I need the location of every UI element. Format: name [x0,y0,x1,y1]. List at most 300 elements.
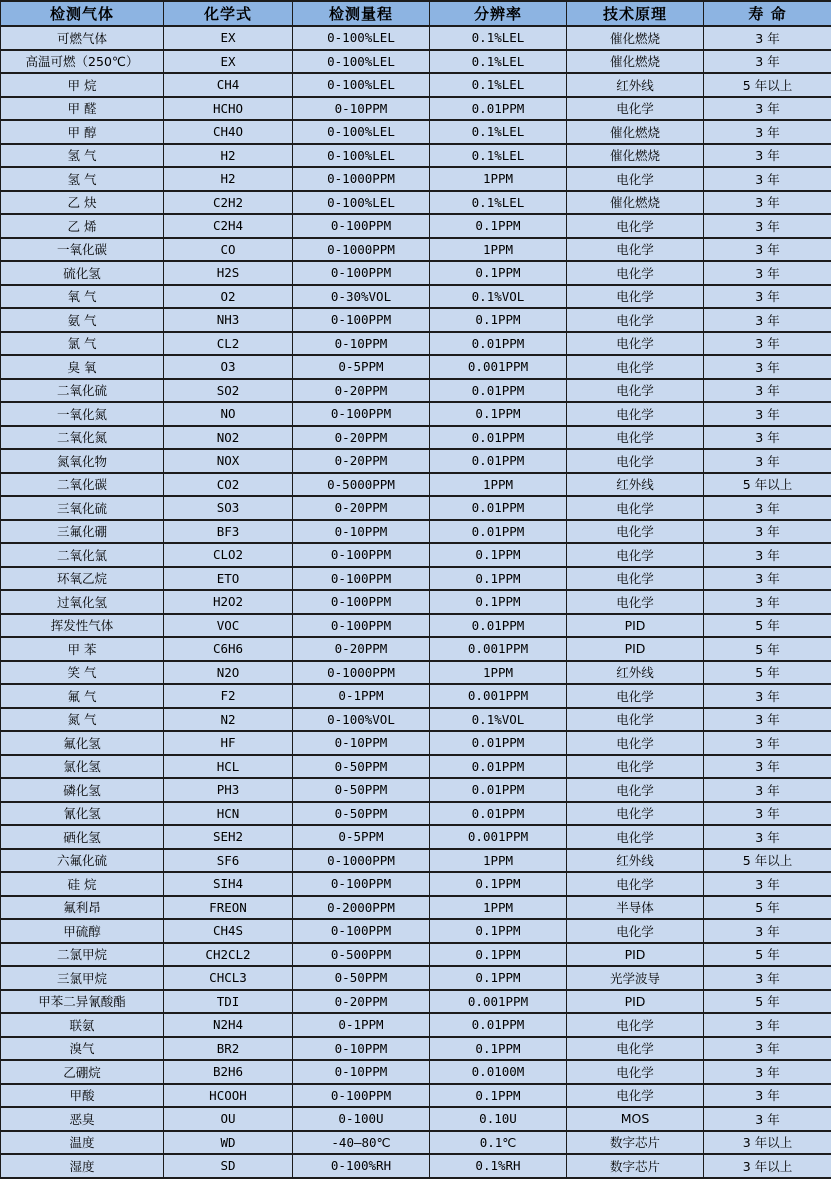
cell-resolution: 0.01PPM [430,426,567,450]
table-row [1,590,831,614]
cell-range: 0-100%RH [293,1154,430,1178]
cell-lifespan: 3 年 [704,966,831,990]
cell-resolution: 0.01PPM [430,449,567,473]
cell-principle: 电化学 [567,449,704,473]
cell-lifespan: 3 年 [704,449,831,473]
cell-gas: 二氧化氮 [1,426,164,450]
cell-gas: 磷化氢 [1,778,164,802]
cell-gas: 甲 醇 [1,120,164,144]
cell-principle: 数字芯片 [567,1131,704,1155]
table-row [1,1060,831,1084]
cell-range: 0-100PPM [293,872,430,896]
cell-gas: 过氧化氢 [1,590,164,614]
cell-gas: 联氨 [1,1013,164,1037]
cell-formula: CH4 [164,73,293,97]
table-row [1,473,831,497]
cell-resolution: 0.1%VOL [430,285,567,309]
cell-gas: 恶臭 [1,1107,164,1131]
cell-formula: SIH4 [164,872,293,896]
cell-gas: 甲 醛 [1,97,164,121]
cell-lifespan: 3 年 [704,1107,831,1131]
cell-resolution: 0.1PPM [430,543,567,567]
table-row [1,802,831,826]
cell-principle: 电化学 [567,285,704,309]
cell-resolution: 0.01PPM [430,496,567,520]
cell-lifespan: 3 年 [704,214,831,238]
cell-principle: 催化燃烧 [567,50,704,74]
cell-formula: HCN [164,802,293,826]
cell-principle: 数字芯片 [567,1154,704,1178]
cell-lifespan: 3 年 [704,872,831,896]
cell-lifespan: 3 年 [704,1013,831,1037]
cell-principle: 电化学 [567,355,704,379]
table-row [1,26,831,50]
cell-lifespan: 3 年 [704,144,831,168]
cell-resolution: 0.001PPM [430,825,567,849]
table-row [1,943,831,967]
table-row [1,50,831,74]
cell-lifespan: 3 年 [704,919,831,943]
cell-formula: B2H6 [164,1060,293,1084]
cell-formula: CO2 [164,473,293,497]
table-row [1,120,831,144]
cell-range: 0-1000PPM [293,849,430,873]
cell-range: 0-100U [293,1107,430,1131]
cell-formula: H2 [164,167,293,191]
cell-range: 0-100%LEL [293,120,430,144]
cell-principle: 电化学 [567,802,704,826]
cell-range: 0-10PPM [293,332,430,356]
cell-principle: 电化学 [567,1037,704,1061]
cell-principle: 催化燃烧 [567,120,704,144]
cell-gas: 可燃气体 [1,26,164,50]
table-row [1,1107,831,1131]
cell-resolution: 0.1PPM [430,567,567,591]
table-row [1,144,831,168]
cell-formula: CH4O [164,120,293,144]
cell-range: 0-100PPM [293,308,430,332]
cell-lifespan: 3 年 [704,778,831,802]
cell-formula: H2O2 [164,590,293,614]
cell-lifespan: 3 年 [704,825,831,849]
table-row [1,1013,831,1037]
cell-resolution: 0.01PPM [430,614,567,638]
cell-principle: 电化学 [567,1084,704,1108]
cell-resolution: 0.1%LEL [430,26,567,50]
cell-gas: 氯 气 [1,332,164,356]
cell-principle: 电化学 [567,1013,704,1037]
table-row [1,1131,831,1155]
cell-gas: 氮 气 [1,708,164,732]
cell-principle: 电化学 [567,825,704,849]
cell-range: 0-20PPM [293,426,430,450]
cell-range: 0-10PPM [293,1037,430,1061]
cell-formula: CO [164,238,293,262]
cell-principle: 催化燃烧 [567,191,704,215]
cell-resolution: 0.1PPM [430,872,567,896]
cell-principle: PID [567,637,704,661]
cell-resolution: 0.01PPM [430,332,567,356]
cell-gas: 二氧化硫 [1,379,164,403]
cell-resolution: 0.1PPM [430,590,567,614]
table-row [1,966,831,990]
cell-range: 0-50PPM [293,802,430,826]
cell-formula: WD [164,1131,293,1155]
cell-gas: 氨 气 [1,308,164,332]
cell-gas: 二氯甲烷 [1,943,164,967]
cell-lifespan: 3 年 [704,402,831,426]
cell-gas: 甲 苯 [1,637,164,661]
cell-formula: ETO [164,567,293,591]
cell-resolution: 0.001PPM [430,637,567,661]
cell-resolution: 0.0100M [430,1060,567,1084]
table-row [1,214,831,238]
cell-formula: EX [164,50,293,74]
table-row [1,543,831,567]
cell-range: 0-100PPM [293,214,430,238]
cell-principle: 催化燃烧 [567,26,704,50]
table-row [1,355,831,379]
cell-range: 0-1000PPM [293,238,430,262]
cell-lifespan: 5 年 [704,637,831,661]
cell-range: 0-20PPM [293,990,430,1014]
cell-range: 0-20PPM [293,637,430,661]
cell-gas: 氢 气 [1,144,164,168]
cell-lifespan: 5 年以上 [704,849,831,873]
cell-formula: N2 [164,708,293,732]
cell-lifespan: 5 年以上 [704,73,831,97]
table-row [1,308,831,332]
cell-lifespan: 3 年 [704,1037,831,1061]
cell-formula: SEH2 [164,825,293,849]
cell-resolution: 0.01PPM [430,379,567,403]
cell-formula: TDI [164,990,293,1014]
cell-resolution: 1PPM [430,473,567,497]
cell-gas: 氮氧化物 [1,449,164,473]
cell-range: 0-100PPM [293,567,430,591]
table-row [1,778,831,802]
cell-principle: 电化学 [567,332,704,356]
cell-range: 0-1000PPM [293,167,430,191]
cell-principle: 红外线 [567,73,704,97]
cell-resolution: 1PPM [430,661,567,685]
cell-lifespan: 3 年 [704,120,831,144]
cell-principle: 电化学 [567,496,704,520]
table-row [1,449,831,473]
cell-principle: 红外线 [567,661,704,685]
cell-formula: BR2 [164,1037,293,1061]
cell-range: 0-5PPM [293,355,430,379]
cell-principle: 电化学 [567,261,704,285]
cell-range: 0-100PPM [293,590,430,614]
cell-resolution: 1PPM [430,896,567,920]
column-header-principle: 技术原理 [567,1,704,26]
cell-formula: O2 [164,285,293,309]
table-row [1,1084,831,1108]
table-row [1,661,831,685]
cell-lifespan: 5 年 [704,990,831,1014]
cell-resolution: 0.1PPM [430,919,567,943]
cell-gas: 三氯甲烷 [1,966,164,990]
table-row [1,402,831,426]
cell-formula: N2O [164,661,293,685]
cell-lifespan: 3 年 [704,496,831,520]
cell-range: 0-100PPM [293,614,430,638]
cell-range: 0-100PPM [293,919,430,943]
cell-resolution: 0.1%LEL [430,144,567,168]
cell-gas: 一氧化碳 [1,238,164,262]
cell-gas: 硫化氢 [1,261,164,285]
cell-lifespan: 3 年 [704,708,831,732]
cell-formula: CH4S [164,919,293,943]
cell-resolution: 0.01PPM [430,731,567,755]
cell-range: 0-100PPM [293,402,430,426]
cell-lifespan: 3 年 [704,590,831,614]
cell-resolution: 0.001PPM [430,990,567,1014]
cell-lifespan: 3 年 [704,520,831,544]
cell-gas: 硅 烷 [1,872,164,896]
cell-resolution: 0.1PPM [430,966,567,990]
cell-gas: 臭 氧 [1,355,164,379]
cell-gas: 氯化氢 [1,755,164,779]
table-row [1,285,831,309]
cell-principle: 电化学 [567,402,704,426]
cell-resolution: 0.1PPM [430,214,567,238]
cell-gas: 高温可燃（250℃） [1,50,164,74]
cell-gas: 甲苯二异氰酸酯 [1,990,164,1014]
cell-principle: 电化学 [567,167,704,191]
cell-principle: PID [567,614,704,638]
cell-gas: 硒化氢 [1,825,164,849]
cell-formula: HF [164,731,293,755]
cell-range: 0-1000PPM [293,661,430,685]
cell-formula: F2 [164,684,293,708]
cell-formula: PH3 [164,778,293,802]
cell-gas: 氟利昂 [1,896,164,920]
cell-lifespan: 3 年 [704,285,831,309]
cell-resolution: 0.1PPM [430,943,567,967]
cell-lifespan: 3 年 [704,802,831,826]
cell-principle: 光学波导 [567,966,704,990]
cell-gas: 六氟化硫 [1,849,164,873]
table-row [1,1037,831,1061]
cell-resolution: 0.01PPM [430,802,567,826]
cell-resolution: 0.1PPM [430,1037,567,1061]
cell-range: 0-30%VOL [293,285,430,309]
cell-resolution: 0.01PPM [430,755,567,779]
cell-resolution: 0.1℃ [430,1131,567,1155]
cell-resolution: 0.1%VOL [430,708,567,732]
cell-principle: 电化学 [567,755,704,779]
cell-resolution: 0.1PPM [430,308,567,332]
cell-principle: MOS [567,1107,704,1131]
cell-lifespan: 3 年 [704,355,831,379]
cell-gas: 二氧化碳 [1,473,164,497]
cell-lifespan: 3 年 [704,26,831,50]
cell-resolution: 0.1%LEL [430,50,567,74]
cell-formula: HCL [164,755,293,779]
table-row [1,896,831,920]
cell-range: 0-500PPM [293,943,430,967]
cell-range: 0-10PPM [293,97,430,121]
table-row [1,332,831,356]
table-row [1,426,831,450]
cell-formula: SF6 [164,849,293,873]
column-header-resolution: 分辨率 [430,1,567,26]
table-row [1,708,831,732]
cell-gas: 笑 气 [1,661,164,685]
column-header-lifespan: 寿 命 [704,1,831,26]
cell-gas: 氢 气 [1,167,164,191]
cell-principle: 电化学 [567,919,704,943]
cell-resolution: 1PPM [430,238,567,262]
cell-range: 0-100PPM [293,1084,430,1108]
header-row [1,1,831,26]
cell-lifespan: 3 年 [704,731,831,755]
table-row [1,825,831,849]
cell-resolution: 0.01PPM [430,778,567,802]
cell-formula: FREON [164,896,293,920]
cell-range: 0-100%LEL [293,144,430,168]
cell-range: -40—80℃ [293,1131,430,1155]
cell-formula: SO2 [164,379,293,403]
cell-resolution: 0.001PPM [430,355,567,379]
table-header [1,1,831,26]
cell-range: 0-100%LEL [293,50,430,74]
cell-formula: C6H6 [164,637,293,661]
cell-principle: 电化学 [567,426,704,450]
table-row [1,261,831,285]
table-row [1,520,831,544]
table-row [1,97,831,121]
column-header-range: 检测量程 [293,1,430,26]
cell-lifespan: 3 年 [704,567,831,591]
cell-lifespan: 3 年 [704,167,831,191]
cell-formula: CHCL3 [164,966,293,990]
cell-lifespan: 3 年 [704,379,831,403]
cell-gas: 温度 [1,1131,164,1155]
cell-gas: 挥发性气体 [1,614,164,638]
cell-gas: 乙 烯 [1,214,164,238]
cell-formula: N2H4 [164,1013,293,1037]
cell-gas: 一氧化氮 [1,402,164,426]
table-row [1,167,831,191]
cell-gas: 氟化氢 [1,731,164,755]
cell-range: 0-100%LEL [293,26,430,50]
cell-formula: NO [164,402,293,426]
cell-principle: 电化学 [567,520,704,544]
cell-formula: NH3 [164,308,293,332]
cell-formula: SO3 [164,496,293,520]
cell-formula: OU [164,1107,293,1131]
table-row [1,614,831,638]
cell-lifespan: 5 年 [704,614,831,638]
cell-gas: 三氟化硼 [1,520,164,544]
cell-gas: 乙 炔 [1,191,164,215]
table-body [1,26,831,1178]
table-row [1,849,831,873]
cell-lifespan: 3 年以上 [704,1154,831,1178]
cell-formula: C2H4 [164,214,293,238]
cell-principle: 电化学 [567,590,704,614]
cell-gas: 溴气 [1,1037,164,1061]
cell-resolution: 0.1%LEL [430,120,567,144]
cell-lifespan: 5 年 [704,896,831,920]
table-row [1,1154,831,1178]
cell-formula: CH2CL2 [164,943,293,967]
table-row [1,684,831,708]
cell-range: 0-10PPM [293,520,430,544]
cell-lifespan: 5 年 [704,943,831,967]
cell-formula: EX [164,26,293,50]
cell-range: 0-50PPM [293,755,430,779]
cell-resolution: 0.01PPM [430,97,567,121]
cell-lifespan: 3 年 [704,238,831,262]
cell-formula: H2S [164,261,293,285]
cell-gas: 甲硫醇 [1,919,164,943]
table-row [1,379,831,403]
cell-principle: 电化学 [567,731,704,755]
cell-range: 0-20PPM [293,379,430,403]
cell-range: 0-100PPM [293,261,430,285]
cell-gas: 湿度 [1,1154,164,1178]
cell-lifespan: 3 年 [704,543,831,567]
cell-gas: 三氧化硫 [1,496,164,520]
cell-principle: 电化学 [567,567,704,591]
cell-range: 0-50PPM [293,966,430,990]
cell-range: 0-100%LEL [293,73,430,97]
cell-lifespan: 3 年 [704,426,831,450]
cell-formula: HCHO [164,97,293,121]
cell-gas: 乙硼烷 [1,1060,164,1084]
cell-range: 0-100%LEL [293,191,430,215]
cell-principle: PID [567,943,704,967]
cell-range: 0-5000PPM [293,473,430,497]
cell-lifespan: 3 年以上 [704,1131,831,1155]
cell-formula: NO2 [164,426,293,450]
cell-lifespan: 3 年 [704,261,831,285]
cell-range: 0-10PPM [293,731,430,755]
table-row [1,567,831,591]
cell-gas: 氰化氢 [1,802,164,826]
cell-range: 0-1PPM [293,684,430,708]
cell-gas: 甲 烷 [1,73,164,97]
cell-gas: 环氧乙烷 [1,567,164,591]
cell-formula: SD [164,1154,293,1178]
cell-lifespan: 3 年 [704,191,831,215]
column-header-formula: 化学式 [164,1,293,26]
cell-formula: O3 [164,355,293,379]
cell-lifespan: 3 年 [704,50,831,74]
table-row [1,872,831,896]
cell-formula: BF3 [164,520,293,544]
cell-range: 0-100PPM [293,543,430,567]
cell-formula: NOX [164,449,293,473]
table-row [1,919,831,943]
cell-principle: 电化学 [567,1060,704,1084]
cell-lifespan: 3 年 [704,1084,831,1108]
column-header-gas: 检测气体 [1,1,164,26]
cell-lifespan: 3 年 [704,332,831,356]
cell-principle: 电化学 [567,97,704,121]
cell-resolution: 1PPM [430,167,567,191]
cell-resolution: 0.001PPM [430,684,567,708]
cell-principle: 电化学 [567,308,704,332]
table-row [1,731,831,755]
table-row [1,496,831,520]
cell-resolution: 0.01PPM [430,520,567,544]
table-row [1,73,831,97]
